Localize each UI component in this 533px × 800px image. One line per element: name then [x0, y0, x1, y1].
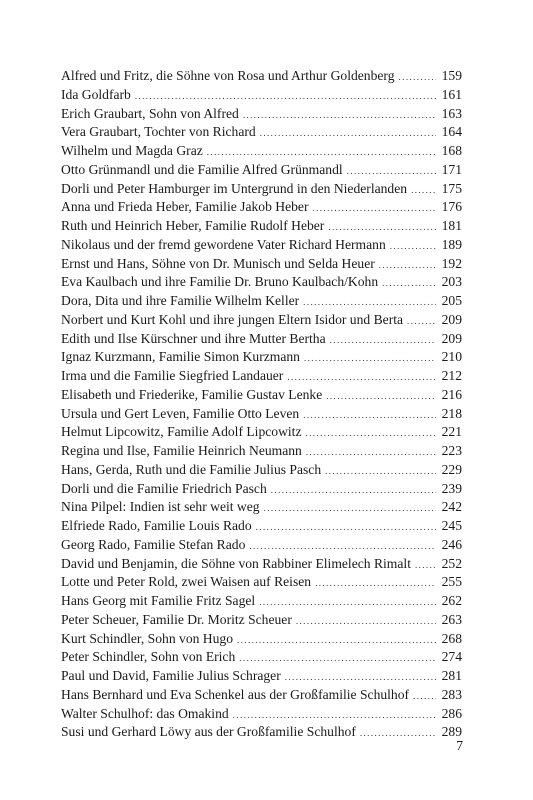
- toc-entry-page: 239: [441, 480, 462, 496]
- toc-entry: [61, 723, 462, 742]
- toc-entry-title: Nina Pilpel: Indien ist sehr weit weg: [61, 499, 260, 515]
- toc-entry: [61, 236, 462, 255]
- toc-entry: [61, 630, 462, 649]
- toc-leader-dots: [264, 499, 436, 518]
- toc-entry-title: Peter Scheuer, Familie Dr. Moritz Scheuer: [61, 611, 292, 627]
- toc-entry: [61, 686, 462, 705]
- toc-leader-dots: [315, 574, 436, 593]
- toc-entry-page: 205: [441, 293, 462, 308]
- toc-entry-title: Kurt Schindler, Sohn von Hugo: [61, 630, 234, 646]
- toc-entry-page: 262: [441, 593, 462, 608]
- toc-entry-title: Georg Rado, Familie Stefan Rado: [61, 536, 246, 552]
- toc-leader-dots: [306, 424, 437, 443]
- toc-entry: [61, 498, 462, 517]
- toc-leader-dots: [399, 68, 436, 87]
- toc-entry-page: 246: [441, 536, 462, 552]
- toc-leader-dots: [239, 649, 436, 668]
- toc-entry-page: 164: [441, 124, 462, 140]
- toc-entry-page: 281: [441, 668, 462, 683]
- toc-leader-dots: [256, 518, 436, 537]
- toc-leader-dots: [304, 349, 436, 368]
- toc-entry-page: 255: [441, 574, 462, 590]
- toc-entry-title: Walter Schulhof: das Omakind: [61, 705, 229, 721]
- toc-entry-title: Irma und die Familie Siegfried Landauer: [61, 368, 284, 383]
- toc-entry-page: 161: [441, 86, 462, 102]
- toc-entry-title: Ruth und Heinrich Heber, Familie Rudolf Heber: [61, 218, 325, 233]
- toc-entry-page: 221: [441, 424, 462, 440]
- toc-leader-dots: [326, 387, 436, 406]
- toc-entry: [61, 180, 462, 199]
- toc-leader-dots: [360, 724, 436, 743]
- toc-entry-page: 245: [441, 518, 462, 533]
- toc-entry: [61, 423, 462, 442]
- toc-entry-title: Hans Georg mit Familie Fritz Sagel: [61, 593, 256, 608]
- toc-entry-title: Regina und Ilse, Familie Heinrich Neumann: [61, 443, 302, 458]
- toc-leader-dots: [260, 124, 436, 143]
- toc-entry-page: 168: [441, 143, 462, 158]
- toc-leader-dots: [415, 556, 436, 575]
- toc-entry: [61, 105, 462, 124]
- toc-entry-title: Eva Kaulbach und ihre Familie Dr. Bruno Kaulbach/Kohn: [61, 274, 379, 290]
- toc-entry-page: 209: [441, 311, 462, 327]
- toc-entry: [61, 198, 462, 217]
- toc-entry: [61, 311, 462, 330]
- toc-entry: [61, 255, 462, 274]
- toc-entry-title: Ignaz Kurzmann, Familie Simon Kurzmann: [61, 349, 300, 365]
- toc-entry-title: Peter Schindler, Sohn von Erich: [61, 649, 236, 665]
- toc-entry: [61, 705, 462, 724]
- toc-leader-dots: [303, 293, 436, 312]
- toc-entry-title: Alfred und Fritz, die Söhne von Rosa und Arthur Goldenberg: [61, 68, 395, 83]
- toc-entry-page: 263: [441, 611, 462, 627]
- toc-entry: [61, 123, 462, 142]
- toc-entry-title: Elisabeth und Friederike, Familie Gustav Lenke: [61, 386, 323, 402]
- toc-entry-page: 203: [441, 274, 462, 290]
- toc-entry: [61, 536, 462, 555]
- toc-leader-dots: [243, 106, 436, 125]
- toc-entry: [61, 480, 462, 499]
- toc-entry: [61, 217, 462, 236]
- toc-entry: [61, 86, 462, 105]
- toc-entry-page: 223: [441, 443, 462, 458]
- toc-entry-page: 242: [441, 499, 462, 515]
- toc-entry-page: 216: [441, 386, 462, 402]
- toc-entry: [61, 442, 462, 461]
- toc-entry-title: Anna und Frieda Heber, Familie Jakob Heber: [61, 199, 309, 215]
- toc-entry: [61, 648, 462, 667]
- toc-leader-dots: [135, 87, 436, 106]
- toc-leader-dots: [379, 256, 436, 275]
- toc-entry-title: Wilhelm und Magda Graz: [61, 143, 203, 158]
- table-of-contents: [61, 67, 462, 742]
- toc-entry: [61, 461, 462, 480]
- toc-entry-page: 171: [441, 161, 462, 177]
- toc-leader-dots: [347, 162, 436, 181]
- toc-entry-title: Helmut Lipcowitz, Familie Adolf Lipcowitz: [61, 424, 302, 440]
- toc-entry-title: Ida Goldfarb: [61, 86, 131, 102]
- toc-entry: [61, 348, 462, 367]
- toc-entry: [61, 386, 462, 405]
- toc-entry: [61, 573, 462, 592]
- toc-entry-title: Nikolaus und der fremd gewordene Vater Richard Hermann: [61, 236, 386, 252]
- toc-entry-page: 181: [441, 218, 462, 233]
- toc-entry-page: 289: [441, 724, 462, 740]
- toc-entry: [61, 367, 462, 386]
- toc-leader-dots: [413, 687, 436, 706]
- toc-leader-dots: [382, 274, 436, 293]
- toc-leader-dots: [306, 443, 436, 462]
- toc-entry: [61, 273, 462, 292]
- toc-entry-title: Hans, Gerda, Ruth und die Familie Julius Pasch: [61, 461, 322, 477]
- toc-entry-page: 209: [441, 330, 462, 346]
- toc-entry-page: 286: [441, 705, 462, 721]
- toc-leader-dots: [303, 406, 436, 425]
- toc-entry-title: Edith und Ilse Kürschner und ihre Mutter Bertha: [61, 330, 326, 346]
- toc-entry-title: Erich Graubart, Sohn von Alfred: [61, 105, 239, 121]
- toc-entry-page: 283: [441, 686, 462, 702]
- toc-leader-dots: [271, 481, 436, 500]
- toc-leader-dots: [207, 143, 436, 162]
- toc-entry: [61, 142, 462, 161]
- toc-entry-page: 268: [441, 630, 462, 646]
- toc-entry: [61, 405, 462, 424]
- toc-leader-dots: [233, 706, 436, 725]
- page-number: 7: [456, 738, 463, 753]
- toc-entry-page: 192: [441, 255, 462, 271]
- toc-leader-dots: [287, 368, 436, 387]
- toc-entry-page: 176: [441, 199, 462, 215]
- toc-entry-title: Norbert und Kurt Kohl und ihre jungen Eltern Isidor und Berta: [61, 311, 404, 327]
- toc-leader-dots: [330, 331, 436, 350]
- toc-entry: [61, 161, 462, 180]
- toc-entry: [61, 292, 462, 311]
- toc-leader-dots: [285, 668, 436, 687]
- toc-entry: [61, 555, 462, 574]
- toc-entry-page: 218: [441, 405, 462, 421]
- toc-entry-page: 274: [441, 649, 462, 665]
- toc-entry-title: Ernst und Hans, Söhne von Dr. Munisch und Selda Heuer: [61, 255, 375, 271]
- toc-entry-title: Paul und David, Familie Julius Schrager: [61, 668, 281, 683]
- toc-entry-page: 229: [441, 461, 462, 477]
- toc-entry: [61, 592, 462, 611]
- toc-entry: [61, 667, 462, 686]
- toc-leader-dots: [328, 218, 436, 237]
- toc-leader-dots: [411, 181, 436, 200]
- toc-entry-page: 163: [441, 105, 462, 121]
- toc-entry: [61, 67, 462, 86]
- toc-entry-title: Vera Graubart, Tochter von Richard: [61, 124, 256, 140]
- toc-entry-title: Susi und Gerhard Löwy aus der Großfamilie Schulhof: [61, 724, 356, 740]
- toc-entry-page: 210: [441, 349, 462, 365]
- toc-entry-title: Ursula und Gert Leven, Familie Otto Leven: [61, 405, 300, 421]
- toc-entry-title: Dorli und Peter Hamburger im Untergrund in den Niederlanden: [61, 180, 408, 196]
- toc-entry-page: 212: [441, 368, 462, 383]
- toc-entry: [61, 330, 462, 349]
- toc-leader-dots: [407, 312, 436, 331]
- toc-entry-title: David und Benjamin, die Söhne von Rabbiner Elimelech Rimalt: [61, 555, 411, 571]
- toc-entry-title: Elfriede Rado, Familie Louis Rado: [61, 518, 252, 533]
- toc-entry-title: Lotte und Peter Rold, zwei Waisen auf Reisen: [61, 574, 312, 590]
- toc-entry-title: Dorli und die Familie Friedrich Pasch: [61, 480, 267, 496]
- toc-leader-dots: [249, 537, 436, 556]
- toc-entry-title: Dora, Dita und ihre Familie Wilhelm Keller: [61, 293, 300, 308]
- toc-entry-page: 189: [441, 236, 462, 252]
- toc-entry-page: 252: [441, 555, 462, 571]
- toc-leader-dots: [325, 462, 436, 481]
- toc-entry-page: 159: [441, 68, 462, 83]
- toc-leader-dots: [259, 593, 436, 612]
- toc-leader-dots: [296, 612, 436, 631]
- toc-entry: [61, 517, 462, 536]
- toc-leader-dots: [237, 631, 436, 650]
- toc-entry: [61, 611, 462, 630]
- toc-entry-title: Otto Grünmandl und die Familie Alfred Grünmandl: [61, 161, 343, 177]
- toc-leader-dots: [390, 237, 436, 256]
- toc-entry-title: Hans Bernhard und Eva Schenkel aus der Großfamilie Schulhof: [61, 686, 410, 702]
- toc-entry-page: 175: [441, 180, 462, 196]
- toc-leader-dots: [312, 199, 436, 218]
